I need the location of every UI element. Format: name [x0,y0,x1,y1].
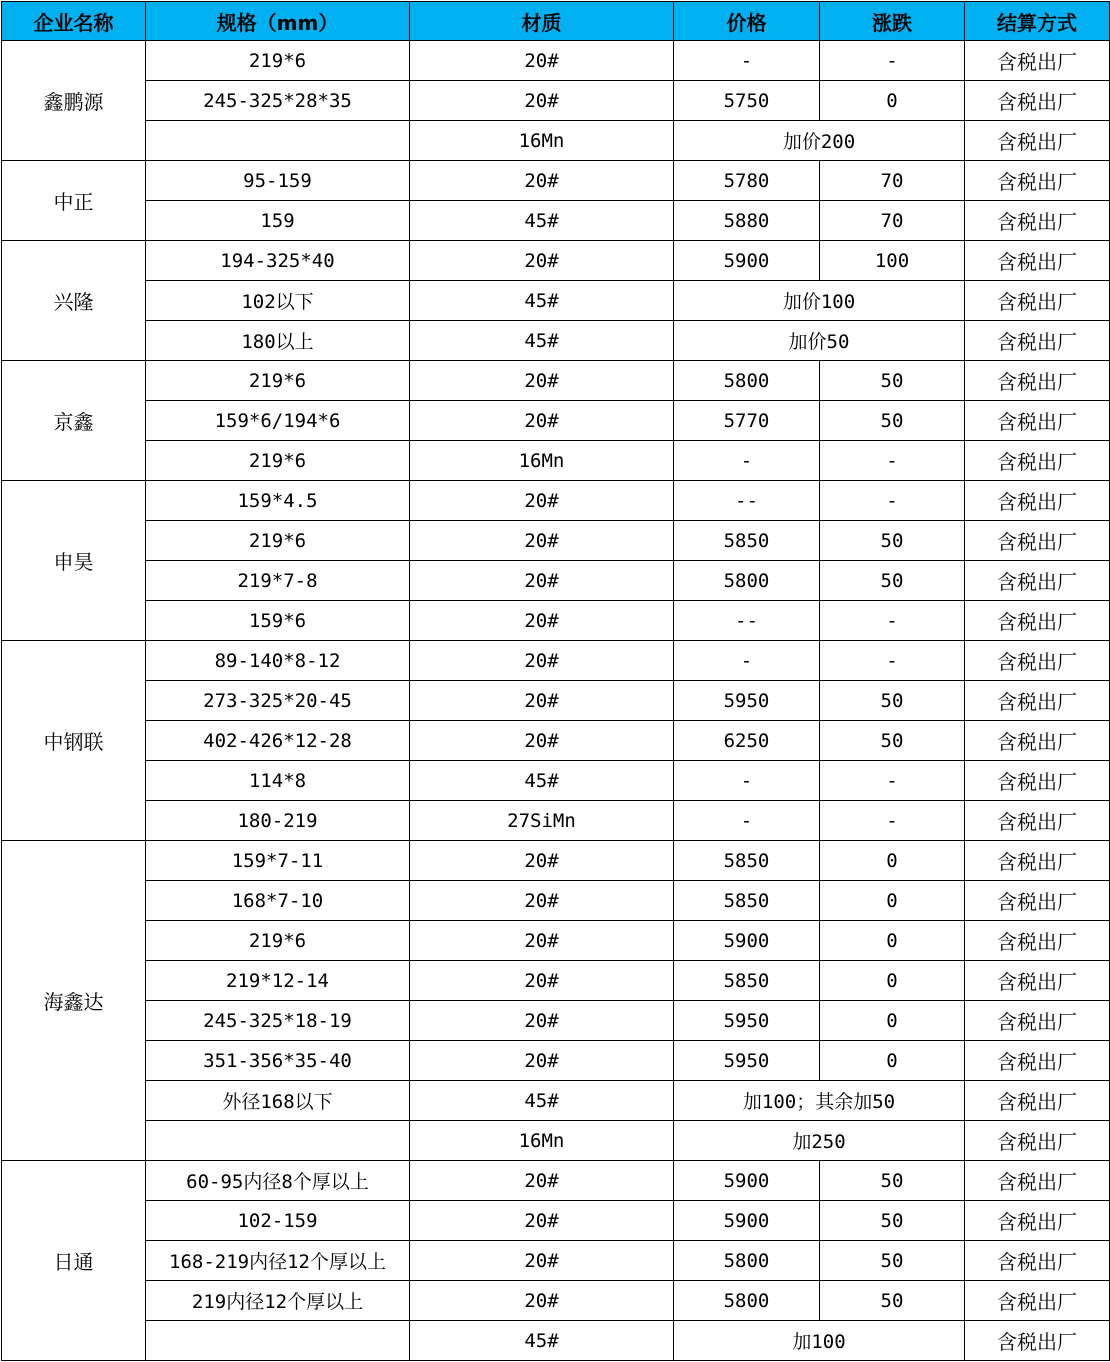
spec-cell [146,1121,410,1161]
settlement-cell: 含税出厂 [965,241,1110,281]
material-cell: 20# [410,1201,674,1241]
material-cell: 20# [410,721,674,761]
spec-cell: 402-426*12-28 [146,721,410,761]
table-row [2,1241,1110,1281]
price-cell: 5780 [674,161,820,201]
table-row [2,601,1110,641]
table-row [2,681,1110,721]
material-cell: 20# [410,481,674,521]
company-cell: 海鑫达 [2,841,146,1161]
company-cell: 兴隆 [2,241,146,361]
spec-cell: 102-159 [146,1201,410,1241]
settlement-cell: 含税出厂 [965,1321,1110,1361]
settlement-cell: 含税出厂 [965,1081,1110,1121]
change-cell: - [820,761,965,801]
table-row [2,761,1110,801]
material-cell: 16Mn [410,441,674,481]
material-cell: 20# [410,161,674,201]
table-row [2,281,1110,321]
header-price: 价格 [674,2,820,41]
price-cell: 5900 [674,921,820,961]
material-cell: 20# [410,681,674,721]
price-note-cell: 加价200 [674,121,965,161]
settlement-cell: 含税出厂 [965,561,1110,601]
settlement-cell: 含税出厂 [965,81,1110,121]
header-company: 企业名称 [2,2,146,41]
table-row [2,1281,1110,1321]
settlement-cell: 含税出厂 [965,121,1110,161]
spec-cell [146,121,410,161]
settlement-cell: 含税出厂 [965,841,1110,881]
change-cell: - [820,641,965,681]
settlement-cell: 含税出厂 [965,921,1110,961]
price-cell: -- [674,601,820,641]
price-cell: 5800 [674,1281,820,1321]
spec-cell: 219*6 [146,921,410,961]
spec-cell: 219*7-8 [146,561,410,601]
spec-cell: 180-219 [146,801,410,841]
change-cell: 0 [820,881,965,921]
table-row [2,361,1110,401]
table-row [2,321,1110,361]
table-row [2,121,1110,161]
settlement-cell: 含税出厂 [965,441,1110,481]
settlement-cell: 含税出厂 [965,281,1110,321]
settlement-cell: 含税出厂 [965,1041,1110,1081]
table-row [2,441,1110,481]
settlement-cell: 含税出厂 [965,1241,1110,1281]
settlement-cell: 含税出厂 [965,1001,1110,1041]
settlement-cell: 含税出厂 [965,681,1110,721]
change-cell: 70 [820,161,965,201]
table-row [2,1121,1110,1161]
price-cell: 5800 [674,1241,820,1281]
change-cell: 50 [820,1241,965,1281]
material-cell: 20# [410,961,674,1001]
change-cell: 0 [820,921,965,961]
table-body [2,41,1110,1361]
price-note-cell: 加100 [674,1321,965,1361]
change-cell: - [820,481,965,521]
spec-cell: 89-140*8-12 [146,641,410,681]
change-cell: 0 [820,1041,965,1081]
material-cell: 20# [410,841,674,881]
material-cell: 20# [410,41,674,81]
spec-cell: 219*6 [146,441,410,481]
company-cell: 日通 [2,1161,146,1361]
price-cell: 5850 [674,521,820,561]
spec-cell: 194-325*40 [146,241,410,281]
spec-cell: 245-325*18-19 [146,1001,410,1041]
material-cell: 27SiMn [410,801,674,841]
change-cell: 0 [820,1001,965,1041]
spec-cell: 168*7-10 [146,881,410,921]
price-cell: - [674,641,820,681]
spec-cell: 219*6 [146,361,410,401]
material-cell: 45# [410,761,674,801]
spec-cell: 159*4.5 [146,481,410,521]
table-row [2,1321,1110,1361]
price-note-cell: 加250 [674,1121,965,1161]
change-cell: 70 [820,201,965,241]
change-cell: 50 [820,521,965,561]
price-cell: 5950 [674,1041,820,1081]
table-row [2,801,1110,841]
material-cell: 16Mn [410,121,674,161]
table-row [2,1201,1110,1241]
price-cell: 5900 [674,1201,820,1241]
table-row [2,201,1110,241]
price-cell: 6250 [674,721,820,761]
spec-cell: 219*12-14 [146,961,410,1001]
material-cell: 16Mn [410,1121,674,1161]
settlement-cell: 含税出厂 [965,521,1110,561]
settlement-cell: 含税出厂 [965,961,1110,1001]
price-cell: 5800 [674,561,820,601]
material-cell: 20# [410,601,674,641]
price-cell: - [674,441,820,481]
change-cell: - [820,801,965,841]
change-cell: 50 [820,401,965,441]
table-row [2,1081,1110,1121]
price-cell: - [674,801,820,841]
price-cell: 5850 [674,961,820,1001]
header-material: 材质 [410,2,674,41]
spec-cell: 168-219内径12个厚以上 [146,1241,410,1281]
material-cell: 20# [410,561,674,601]
header-spec: 规格（mm） [146,2,410,41]
spec-cell: 351-356*35-40 [146,1041,410,1081]
header-row [2,2,1110,41]
price-note-cell: 加价100 [674,281,965,321]
change-cell: - [820,41,965,81]
settlement-cell: 含税出厂 [965,401,1110,441]
spec-cell: 180以上 [146,321,410,361]
settlement-cell: 含税出厂 [965,721,1110,761]
company-cell: 申昊 [2,481,146,641]
price-cell: - [674,761,820,801]
company-cell: 京鑫 [2,361,146,481]
settlement-cell: 含税出厂 [965,1161,1110,1201]
settlement-cell: 含税出厂 [965,361,1110,401]
settlement-cell: 含税出厂 [965,1281,1110,1321]
material-cell: 20# [410,1161,674,1201]
settlement-cell: 含税出厂 [965,881,1110,921]
change-cell: 50 [820,1201,965,1241]
spec-cell: 219内径12个厚以上 [146,1281,410,1321]
price-note-cell: 加100；其余加50 [674,1081,965,1121]
price-cell: -- [674,481,820,521]
change-cell: 50 [820,721,965,761]
settlement-cell: 含税出厂 [965,641,1110,681]
material-cell: 45# [410,1081,674,1121]
spec-cell: 273-325*20-45 [146,681,410,721]
material-cell: 20# [410,361,674,401]
header-change: 涨跌 [820,2,965,41]
table-row [2,81,1110,121]
settlement-cell: 含税出厂 [965,801,1110,841]
material-cell: 20# [410,521,674,561]
price-cell: 5950 [674,681,820,721]
spec-cell: 219*6 [146,41,410,81]
table-row [2,1001,1110,1041]
change-cell: 0 [820,81,965,121]
table-row [2,561,1110,601]
table-row [2,1161,1110,1201]
change-cell: - [820,441,965,481]
material-cell: 20# [410,641,674,681]
price-cell: 5850 [674,881,820,921]
material-cell: 45# [410,201,674,241]
price-table [1,1,1110,1361]
settlement-cell: 含税出厂 [965,601,1110,641]
material-cell: 20# [410,1241,674,1281]
settlement-cell: 含税出厂 [965,321,1110,361]
spec-cell: 159*6 [146,601,410,641]
price-cell: 5950 [674,1001,820,1041]
spec-cell: 245-325*28*35 [146,81,410,121]
change-cell: 50 [820,361,965,401]
spec-cell: 159*6/194*6 [146,401,410,441]
table-row [2,241,1110,281]
material-cell: 20# [410,1281,674,1321]
table-row [2,41,1110,81]
table-row [2,841,1110,881]
table-row [2,881,1110,921]
settlement-cell: 含税出厂 [965,1121,1110,1161]
table-row [2,721,1110,761]
change-cell: 100 [820,241,965,281]
material-cell: 45# [410,321,674,361]
settlement-cell: 含税出厂 [965,1201,1110,1241]
table-row [2,961,1110,1001]
company-cell: 中钢联 [2,641,146,841]
change-cell: 0 [820,841,965,881]
settlement-cell: 含税出厂 [965,761,1110,801]
material-cell: 20# [410,921,674,961]
spec-cell: 102以下 [146,281,410,321]
material-cell: 45# [410,1321,674,1361]
price-cell: 5800 [674,361,820,401]
company-cell: 中正 [2,161,146,241]
change-cell: 50 [820,561,965,601]
spec-cell: 219*6 [146,521,410,561]
change-cell: 50 [820,681,965,721]
change-cell: - [820,601,965,641]
settlement-cell: 含税出厂 [965,41,1110,81]
spec-cell [146,1321,410,1361]
price-note-cell: 加价50 [674,321,965,361]
table-row [2,521,1110,561]
table-row [2,481,1110,521]
company-cell: 鑫鹏源 [2,41,146,161]
material-cell: 20# [410,401,674,441]
spec-cell: 95-159 [146,161,410,201]
table-row [2,921,1110,961]
spec-cell: 外径168以下 [146,1081,410,1121]
table-row [2,641,1110,681]
table-header [2,2,1110,41]
price-cell: 5750 [674,81,820,121]
price-cell: 5900 [674,1161,820,1201]
table-row [2,401,1110,441]
settlement-cell: 含税出厂 [965,161,1110,201]
price-cell: 5900 [674,241,820,281]
settlement-cell: 含税出厂 [965,481,1110,521]
material-cell: 20# [410,881,674,921]
settlement-cell: 含税出厂 [965,201,1110,241]
material-cell: 20# [410,1001,674,1041]
material-cell: 20# [410,241,674,281]
change-cell: 0 [820,961,965,1001]
spec-cell: 60-95内径8个厚以上 [146,1161,410,1201]
price-cell: 5850 [674,841,820,881]
header-settlement: 结算方式 [965,2,1110,41]
spec-cell: 114*8 [146,761,410,801]
material-cell: 45# [410,281,674,321]
change-cell: 50 [820,1281,965,1321]
material-cell: 20# [410,81,674,121]
table-row [2,1041,1110,1081]
price-cell: 5770 [674,401,820,441]
table-row [2,161,1110,201]
price-cell: - [674,41,820,81]
price-cell: 5880 [674,201,820,241]
spec-cell: 159*7-11 [146,841,410,881]
spec-cell: 159 [146,201,410,241]
material-cell: 20# [410,1041,674,1081]
change-cell: 50 [820,1161,965,1201]
